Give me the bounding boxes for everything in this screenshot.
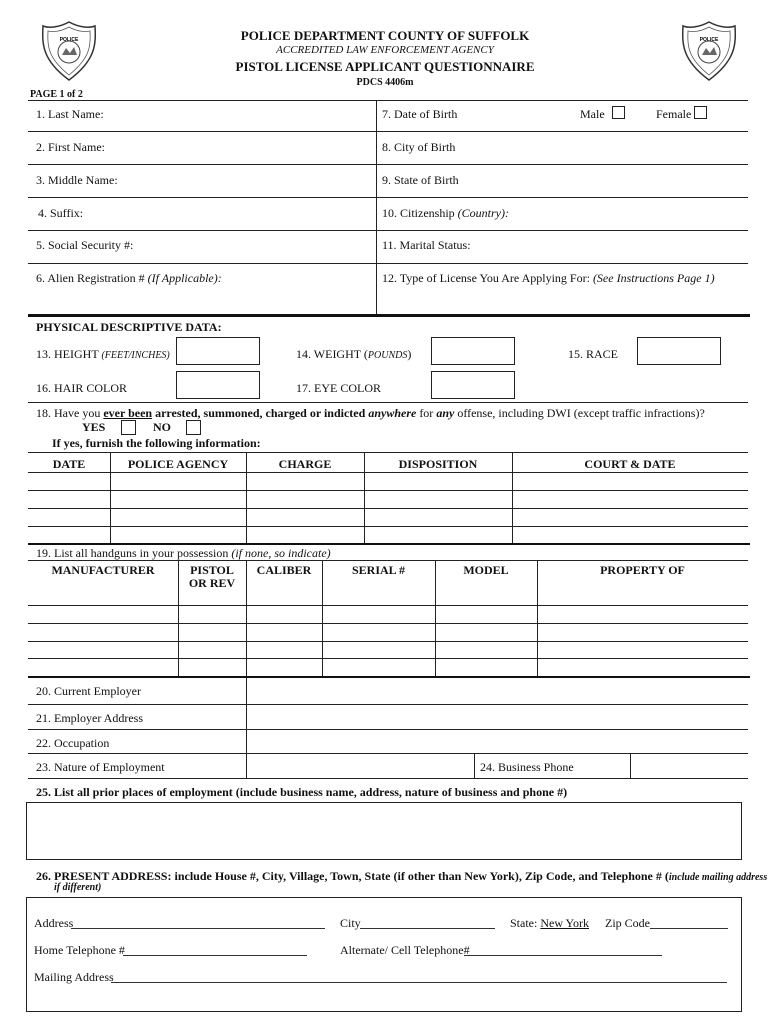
city-input[interactable]	[360, 928, 495, 929]
page-number: PAGE 1 of 2	[30, 89, 83, 100]
col-pistol: PISTOL	[190, 563, 234, 577]
form-title: PISTOL LICENSE APPLICANT QUESTIONNAIRE	[235, 59, 535, 74]
prior-employment-label: 25. List all prior places of employment (include business name, address, nature of business and phone #)	[36, 785, 568, 799]
female-checkbox[interactable]	[694, 106, 707, 119]
male-label: Male	[580, 107, 605, 121]
col-property-of: PROPERTY OF	[600, 563, 685, 577]
marital-status-label: 11. Marital Status:	[382, 238, 471, 252]
business-phone-label: 24. Business Phone	[480, 760, 574, 774]
weight-input[interactable]	[431, 337, 515, 365]
zip-input[interactable]	[650, 928, 728, 929]
eye-color-input[interactable]	[431, 371, 515, 399]
occupation-label: 22. Occupation	[36, 736, 110, 750]
yes-label: YES	[82, 420, 106, 434]
suffix-label: 4. Suffix:	[38, 206, 84, 220]
state-of-birth-label: 9. State of Birth	[382, 173, 459, 187]
physical-data-heading: PHYSICAL DESCRIPTIVE DATA:	[36, 320, 222, 334]
agency-title: POLICE DEPARTMENT COUNTY OF SUFFOLK	[240, 28, 530, 43]
middle-name-label: 3. Middle Name:	[36, 173, 118, 187]
license-type-label: 12. Type of License You Are Applying For: (See Instructions Page 1)	[382, 271, 715, 285]
city-label: City	[340, 916, 361, 930]
race-input[interactable]	[637, 337, 721, 365]
last-name-label: 1. Last Name:	[36, 107, 104, 121]
eye-color-label: 17. EYE COLOR	[296, 381, 381, 395]
svg-text:POLICE: POLICE	[699, 37, 719, 43]
alien-registration-label: 6. Alien Registration # (If Applicable):	[36, 271, 222, 285]
col-or-rev: OR REV	[188, 576, 236, 590]
address-input[interactable]	[71, 928, 325, 929]
home-phone-label: Home Telephone #	[34, 943, 125, 957]
nature-of-employment-label: 23. Nature of Employment	[36, 760, 165, 774]
col-date: DATE	[52, 457, 86, 471]
current-employer-label: 20. Current Employer	[36, 684, 141, 698]
prior-employment-input[interactable]	[26, 802, 742, 860]
col-charge: CHARGE	[278, 457, 332, 471]
male-checkbox[interactable]	[612, 106, 625, 119]
present-address-note: if different)	[54, 882, 102, 893]
zip-label: Zip Code	[605, 916, 650, 930]
weight-label: 14. WEIGHT (POUNDS)	[296, 347, 412, 361]
address-label: Address	[34, 916, 74, 930]
col-caliber: CALIBER	[256, 563, 312, 577]
ssn-label: 5. Social Security #:	[36, 238, 134, 252]
employer-address-label: 21. Employer Address	[36, 711, 143, 725]
col-model: MODEL	[463, 563, 509, 577]
hair-color-input[interactable]	[176, 371, 260, 399]
q18-question: 18. Have you ever been arrested, summoned, charged or indicted anywhere for any offense, including DWI (except traffic infractions)?	[36, 406, 705, 420]
alt-phone-input[interactable]	[464, 955, 662, 956]
col-court-date: COURT & DATE	[584, 457, 676, 471]
furnish-info-label: If yes, furnish the following information:	[52, 436, 261, 450]
no-label: NO	[153, 420, 171, 434]
form-code: PDCS 4406m	[356, 77, 414, 88]
svg-text:POLICE: POLICE	[59, 37, 79, 43]
height-input[interactable]	[176, 337, 260, 365]
q19-label: 19. List all handguns in your possession (if none, so indicate)	[36, 546, 331, 560]
dob-label: 7. Date of Birth	[382, 107, 458, 121]
race-label: 15. RACE	[568, 347, 619, 361]
present-address-label: 26. PRESENT ADDRESS: include House #, City, Village, Town, State (if other than New York), Zip Code, and Telephone # (include mailing address	[36, 869, 768, 883]
agency-subtitle: ACCREDITED LAW ENFORCEMENT AGENCY	[276, 44, 494, 56]
col-serial: SERIAL #	[351, 563, 406, 577]
mailing-address-input[interactable]	[111, 982, 727, 983]
hair-color-label: 16. HAIR COLOR	[36, 381, 128, 395]
citizenship-label: 10. Citizenship (Country):	[382, 206, 509, 220]
first-name-label: 2. First Name:	[36, 140, 105, 154]
state-label: State: New York	[510, 916, 590, 930]
yes-checkbox[interactable]	[121, 420, 136, 435]
mailing-address-label: Mailing Address	[34, 970, 114, 984]
female-label: Female	[656, 107, 692, 121]
height-label: 13. HEIGHT (FEET/INCHES)	[36, 347, 170, 361]
col-disposition: DISPOSITION	[398, 457, 478, 471]
col-police-agency: POLICE AGENCY	[127, 457, 229, 471]
alt-phone-label: Alternate/ Cell Telephone#	[340, 943, 470, 957]
home-phone-input[interactable]	[123, 955, 307, 956]
no-checkbox[interactable]	[186, 420, 201, 435]
city-of-birth-label: 8. City of Birth	[382, 140, 456, 154]
col-manufacturer: MANUFACTURER	[51, 563, 155, 577]
